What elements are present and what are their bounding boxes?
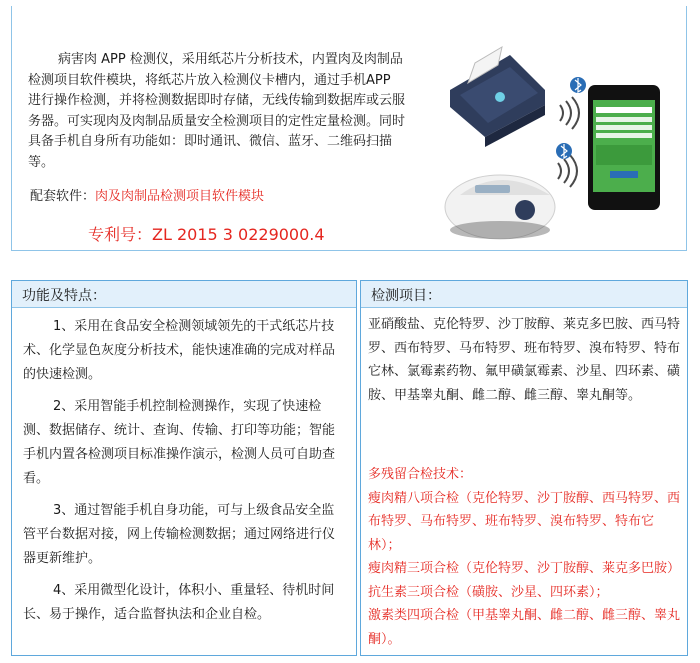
software-value: 肉及肉制品检测项目软件模块 — [95, 189, 265, 204]
detection-title: 检测项目： — [371, 288, 441, 304]
feature-item: 2、采用智能手机控制检测操作，实现了快速检测、数据储存、统计、查询、传输、打印等功能；智能手机内置各检测项目标准操作演示，检测人员可自助查看。 — [23, 399, 336, 486]
features-list — [23, 315, 347, 635]
features-header — [12, 281, 356, 308]
features-panel — [11, 280, 357, 656]
multi-residue-item: 瘦肉精八项合检（克伦特罗、沙丁胺醇、西马特罗、西布特罗、马布特罗、班布特罗、溴布特罗、特布它林）； — [368, 490, 681, 553]
software-label: 配套软件： — [30, 189, 96, 204]
multi-residue-item: 瘦肉精三项合检（克伦特罗、沙丁胺醇、莱克多巴胺） — [368, 561, 681, 576]
detection-panel — [360, 280, 688, 656]
multi-residue-title: 多残留合检技术： — [368, 467, 473, 482]
detection-header — [361, 281, 687, 308]
phone-image — [588, 85, 660, 210]
detection-items: 亚硝酸盐、克伦特罗、沙丁胺醇、莱克多巴胺、西马特罗、西布特罗、马布特罗、班布特罗、溴布特罗、特布它林、氯霉素药物、氟甲磺氯霉素、沙星、四环素、磺胺、甲基睾丸酮、雌二醇、雌三醇、睾丸酮等。 — [368, 317, 681, 403]
features-title: 功能及特点： — [22, 288, 106, 304]
feature-item: 4、采用微型化设计，体积小、重量轻、待机时间长、易于操作，适合监督执法和企业自检。 — [23, 583, 335, 622]
multi-residue-item: 抗生素三项合检（磺胺、沙星、四环素）； — [368, 584, 609, 600]
device-illustration — [440, 45, 690, 245]
multi-residue-item: 激素类四项合检（甲基睾丸酮、雌二醇、雌三醇、睾丸酮）。 — [368, 608, 681, 647]
multi-residue-section — [368, 463, 684, 651]
feature-item: 3、通过智能手机自身功能，可与上级食品安全监管平台数据对接，网上传输检测数据；通过网络进行仪器更新维护。 — [23, 503, 336, 566]
wifi-signal-icon — [560, 97, 579, 129]
patent-number: 专利号：ZL 2015 3 0229000.4 — [88, 225, 325, 244]
software-line — [30, 185, 264, 204]
feature-item: 1、采用在食品安全检测领域领先的干式纸芯片技术、化学显色灰度分析技术，能快速准确的完成对样品的快速检测。 — [23, 319, 336, 382]
intro-text: 病害肉 APP 检测仪，采用纸芯片分析技术，内置肉及肉制品检测项目软件模块，将纸芯片放入检测仪卡槽内，通过手机APP 进行操作检测，并将检测数据即时存储，无线传输到数据库或云服务器。可实现肉及肉制品质量安全检测项目的定性定量检测。同时具备手机自身所有功能如：即时通讯、微信、蓝牙、二维码扫描等。 — [28, 52, 406, 170]
printer-image — [450, 47, 545, 147]
analyzer-image — [445, 175, 555, 239]
